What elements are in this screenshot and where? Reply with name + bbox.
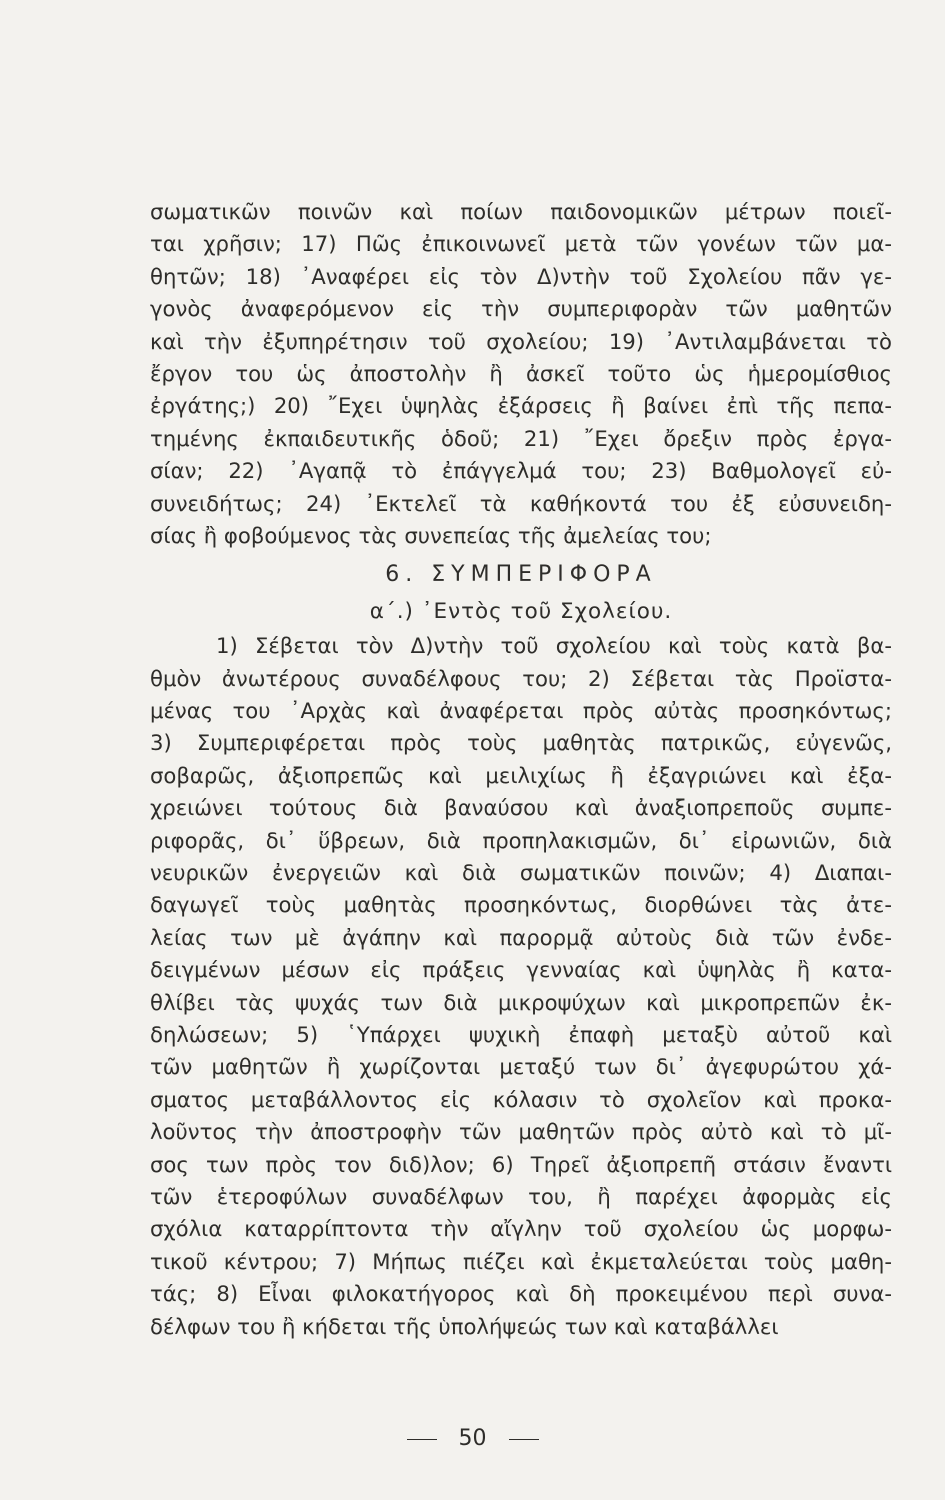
text-line: σματος μεταβάλλοντος εἰς κόλασιν τὸ σχολεῖον καὶ προκα- — [150, 1086, 892, 1112]
text-line: τικοῦ κέντρου; 7) Μήπως πιέζει καὶ ἐκμεταλεύεται τοὺς μαθη- — [150, 1248, 892, 1274]
folio-dash-right — [509, 1439, 539, 1440]
text-line: δαγωγεῖ τοὺς μαθητὰς προσηκόντως, διορθώνει τὰς ἀτε- — [150, 892, 892, 918]
page-number: 50 — [458, 1426, 487, 1451]
text-line: σος των πρὸς τον διδ)λον; 6) Τηρεῖ ἀξιοπρεπῆ στάσιν ἔναντι — [150, 1151, 892, 1177]
subsection-heading: α΄.) ᾿Εντὸς τοῦ Σχολείου. — [369, 599, 673, 625]
text-line: γονὸς ἀναφερόμενον εἰς τὴν συμπεριφορὰν τῶν μαθητῶν — [150, 296, 892, 322]
text-line: καὶ τὴν ἐξυπηρέτησιν τοῦ σχολείου; 19) ᾿Αντιλαμβάνεται τὸ — [150, 328, 892, 354]
folio-dash-left — [407, 1439, 437, 1440]
paragraph-continued — [150, 196, 892, 552]
text-line: συνειδήτως; 24) ᾿Εκτελεῖ τὰ καθήκοντά του ἐξ εὐσυνειδη- — [150, 490, 892, 516]
text-line: σωματικῶν ποινῶν καὶ ποίων παιδονομικῶν μέτρων ποιεῖ- — [150, 199, 892, 224]
text-line: θλίβει τὰς ψυχάς των διὰ μικροψύχων καὶ μικροπρεπῶν ἐκ- — [150, 989, 892, 1015]
text-line: σοβαρῶς, ἀξιοπρεπῶς καὶ μειλιχίως ἢ ἐξαγριώνει καὶ ἐξα- — [150, 762, 892, 788]
text-line: ται χρῆσιν; 17) Πῶς ἐπικοινωνεῖ μετὰ τῶν γονέων τῶν μα- — [150, 231, 892, 257]
text-line: τῶν μαθητῶν ἢ χωρίζονται μεταξύ των δι᾿ ἀγεφυρώτου χά- — [150, 1054, 892, 1080]
text-line: λοῦντος τὴν ἀποστροφὴν τῶν μαθητῶν πρὸς αὐτὸ καὶ τὸ μῖ- — [150, 1119, 892, 1145]
text-line: σίαν; 22) ᾿Αγαπᾷ τὸ ἐπάγγελμά του; 23) Βαθμολογεῖ εὐ- — [150, 458, 892, 484]
text-line: δέλφων του ἢ κήδεται τῆς ὑπολήψεώς των καὶ καταβάλλει — [150, 1313, 779, 1339]
paragraph-behaviour — [150, 630, 892, 1343]
text-line: ριφορᾶς, δι᾿ ὕβρεων, διὰ προπηλακισμῶν, δι᾿ εἰρωνιῶν, διὰ — [150, 827, 892, 853]
text-line: 3) Συμπεριφέρεται πρὸς τοὺς μαθητὰς πατρικῶς, εὐγενῶς, — [150, 730, 892, 756]
text-line: σίας ἢ φοβούμενος τὰς συνεπείας τῆς ἀμελείας του; — [150, 522, 712, 548]
text-line: χρειώνει τούτους διὰ βαναύσου καὶ ἀναξιοπρεποῦς συμπε- — [150, 795, 892, 821]
text-line: τάς; 8) Εἶναι φιλοκατήγορος καὶ δὴ προκειμένου περὶ συνα- — [150, 1281, 892, 1307]
text-line: θμὸν ἀνωτέρους συναδέλφους του; 2) Σέβεται τὰς Προϊστα- — [150, 665, 892, 691]
text-line: σχόλια καταρρίπτοντα τὴν αἴγλην τοῦ σχολείου ὡς μορφω- — [150, 1216, 892, 1242]
text-line: δηλώσεων; 5) ῾Υπάρχει ψυχικὴ ἐπαφὴ μεταξὺ αὐτοῦ καὶ — [150, 1021, 892, 1047]
text-line: μένας του ᾿Αρχὰς καὶ ἀναφέρεται πρὸς αὐτὰς προσηκόντως; — [150, 698, 892, 724]
text-line: ἔργον του ὡς ἀποστολὴν ἢ ἀσκεῖ τοῦτο ὡς ἡμερομίσθιος — [150, 360, 892, 386]
text-line: 1) Σέβεται τὸν Δ)ντὴν τοῦ σχολείου καὶ τοὺς κατὰ βα- — [216, 633, 892, 659]
text-line: λείας των μὲ ἀγάπην καὶ παρορμᾷ αὐτοὺς διὰ τῶν ἐνδε- — [150, 924, 892, 950]
text-line: τῶν ἑτεροφύλων συναδέλφων του, ἢ παρέχει ἀφορμὰς εἰς — [150, 1183, 892, 1209]
text-line: νευρικῶν ἐνεργειῶν καὶ διὰ σωματικῶν ποινῶν; 4) Διαπαι- — [150, 860, 892, 886]
text-line: τημένης ἐκπαιδευτικῆς ὁδοῦ; 21) ῎Εχει ὄρεξιν πρὸς ἐργα- — [150, 425, 892, 451]
text-line: ἐργάτης;) 20) ῎Εχει ὑψηλὰς ἐξάρσεις ἢ βαίνει ἐπὶ τῆς πεπα- — [150, 393, 892, 419]
page-number-footer — [0, 1426, 945, 1451]
section-heading: 6. ΣΥΜΠΕΡΙΦΟΡΑ — [385, 562, 657, 588]
text-line: δειγμένων μέσων εἰς πράξεις γενναίας καὶ ὑψηλὰς ἢ κατα- — [150, 957, 892, 983]
page-text-block — [150, 196, 892, 1343]
text-line: θητῶν; 18) ᾿Αναφέρει εἰς τὸν Δ)ντὴν τοῦ Σχολείου πᾶν γε- — [150, 263, 892, 289]
